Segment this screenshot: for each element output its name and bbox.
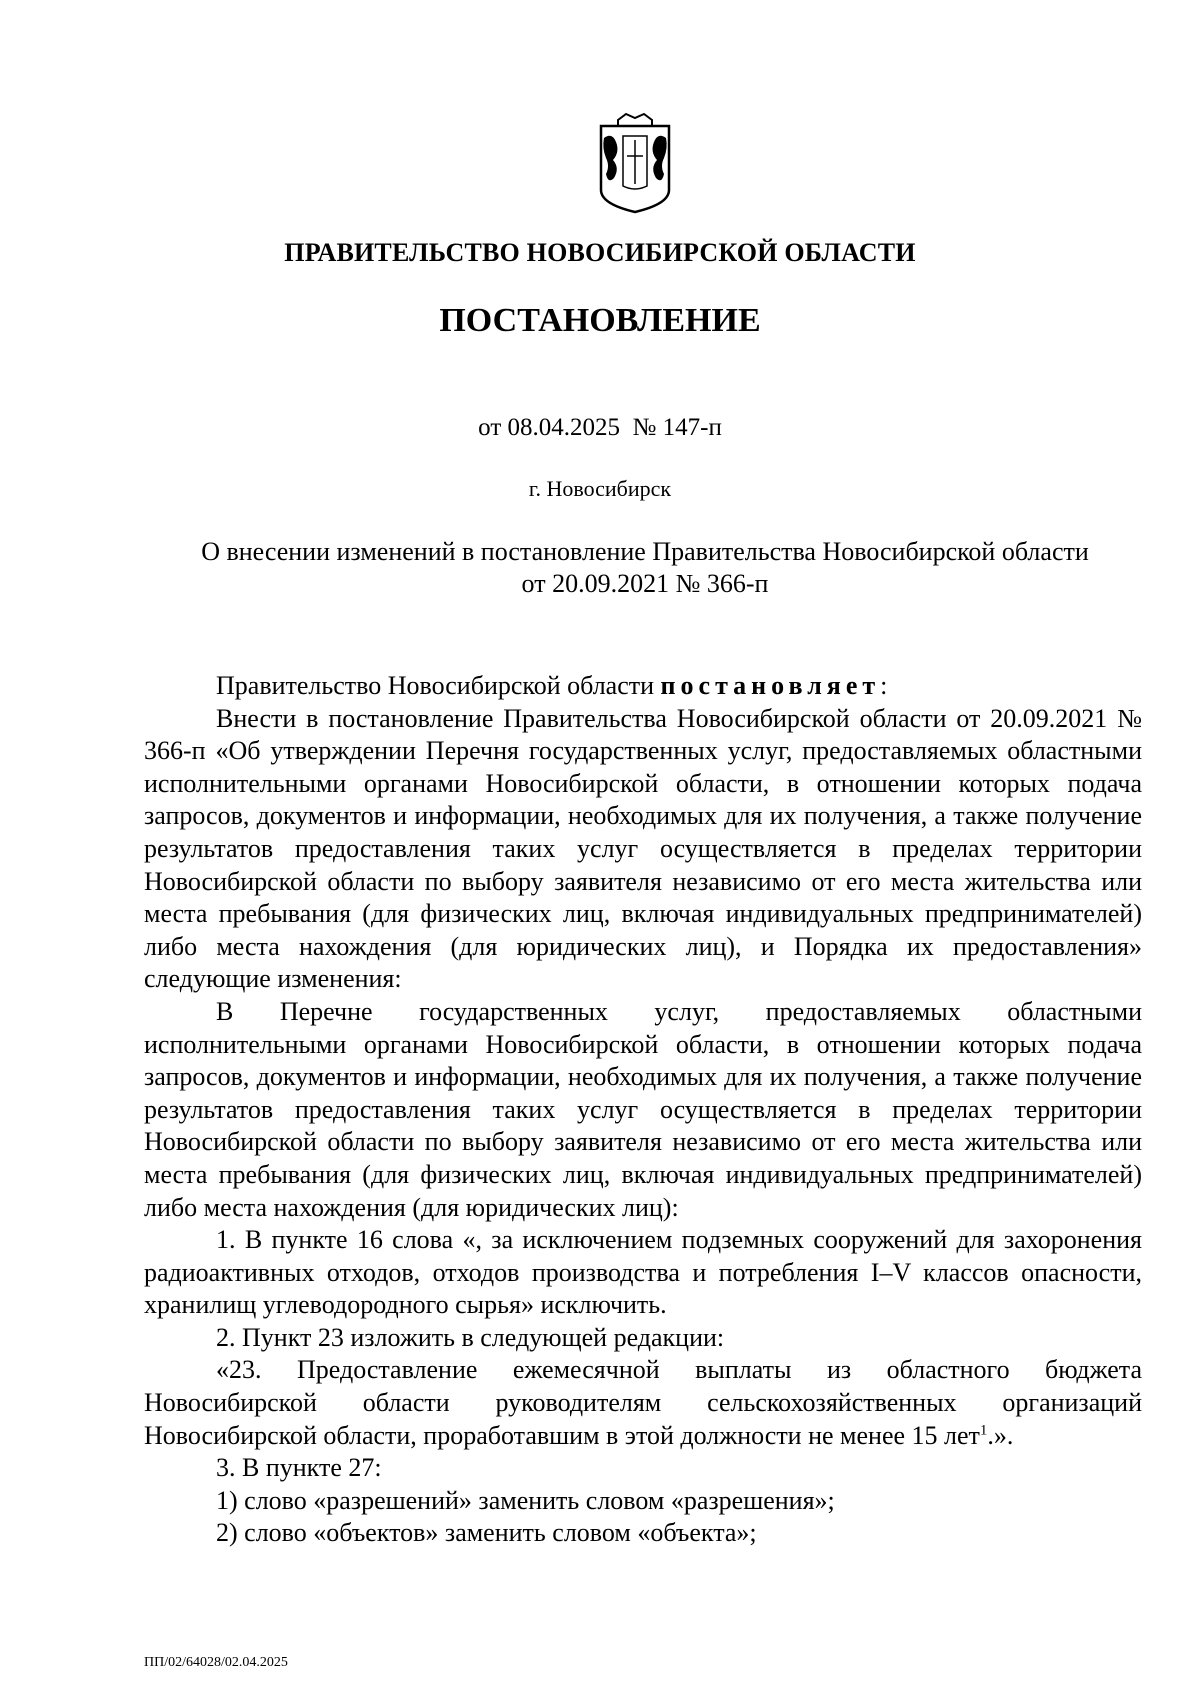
paragraph-text: .». (987, 1420, 1014, 1450)
footnote-mark: 1 (979, 1422, 988, 1438)
subject-line-1: О внесении изменений в постановление Правительства Новосибирской области (201, 537, 1089, 566)
paragraph-text: «23. Предоставление ежемесячной выплаты из областного бюджета Новосибирской области руководителям сельскохозяйственных организаций Новосибирской области, проработавшим в этой должности не менее 15 лет (144, 1355, 1142, 1450)
paragraph-text: Правительство Новосибирской области (216, 671, 661, 700)
city-line: г. Новосибирск (528, 476, 672, 501)
document-subject (150, 536, 1140, 600)
paragraph: 3. В пункте 27: (216, 1453, 382, 1483)
coat-of-arms-icon (598, 112, 672, 214)
paragraph-resolves (144, 670, 1142, 703)
organization-name: ПРАВИТЕЛЬСТВО НОВОСИБИРСКОЙ ОБЛАСТИ (284, 238, 916, 267)
paragraph: 2) слово «объектов» заменить словом «объекта»; (216, 1518, 757, 1548)
paragraph: В Перечне государственных услуг, предоставляемых областными исполнительными органами Новосибирской области, в отношении которых подача запросов, документов и информации, необходимых для их получения, а также получение результатов предоставления таких услуг осуществляется в пределах территории Новосибирской области по выбору заявителя независимо от его места жительства или места пребывания (для физических лиц, включая индивидуальных предпринимателей) либо места нахождения (для юридических лиц): (144, 996, 1142, 1222)
document-body (144, 670, 1142, 1550)
paragraph: 1. В пункте 16 слова «, за исключением подземных сооружений для захоронения радиоактивных отходов, отходов производства и потребления I–V классов опасности, хранилищ углеводородного сырья» исключить. (144, 1225, 1142, 1320)
paragraph: 1) слово «разрешений» заменить словом «разрешения»; (216, 1485, 835, 1515)
paragraph: Внести в постановление Правительства Новосибирской области от 20.09.2021 № 366-п «Об утверждении Перечня государственных услуг, предоставляемых областными исполнительными органами Новосибирской области, в отношении которых подача запросов, документов и информации, необходимых для их получения, а также получение результатов предоставления таких услуг осуществляется в пределах территории Новосибирской области по выбору заявителя независимо от его места жительства или места пребывания (для физических лиц, включая индивидуальных предпринимателей) либо места нахождения (для юридических лиц), и Порядка их предоставления» следующие изменения: (144, 703, 1142, 994)
date-and-number: от 08.04.2025 № 147-п (478, 414, 722, 441)
paragraph-text: : (880, 671, 888, 700)
document-code: ПП/02/64028/02.04.2025 (144, 1655, 288, 1670)
paragraph (144, 1354, 1142, 1452)
document-type: ПОСТАНОВЛЕНИЕ (439, 302, 761, 339)
subject-line-2: от 20.09.2021 № 366-п (521, 569, 769, 598)
paragraph: 2. Пункт 23 изложить в следующей редакции: (216, 1322, 725, 1352)
emphasized-word: постановляет (660, 671, 881, 700)
